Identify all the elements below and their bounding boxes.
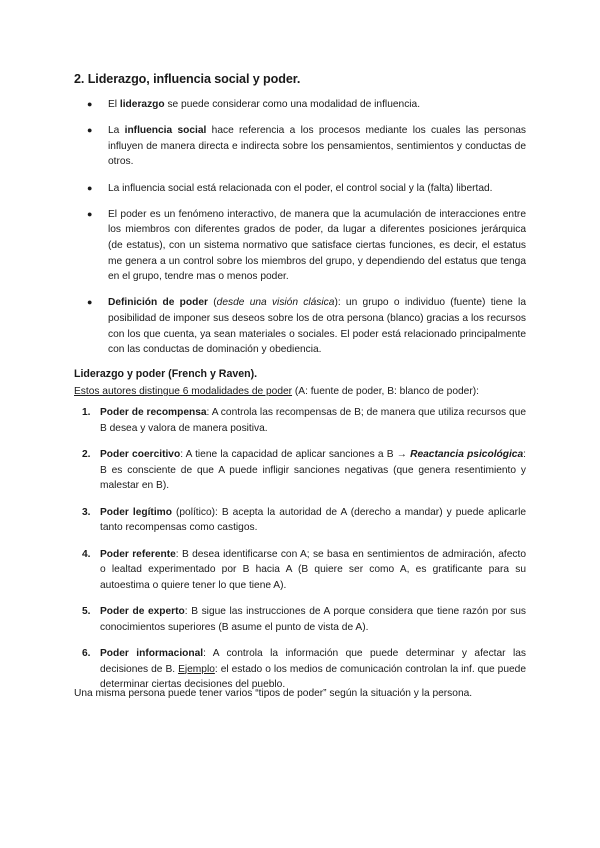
subsection-title: Liderazgo y poder (French y Raven). bbox=[74, 368, 258, 380]
list-item: ● El poder es un fenómeno interactivo, de manera que la acumulación de interacciones entre los miembros con diferentes grados de poder, da lugar a diferentes posiciones jerárquica (de estatus), con un sistema normativo que satisface ciertas funciones, es decir, el estatus me genera a un control sobre los miembros del grupo, y dependiendo del estatus que tenga en el grupo, tendre mas o menos poder. bbox=[87, 208, 526, 283]
list-item: 6. Poder informacional: A controla la información que puede determinar y afectar las decisiones de B. Ejemplo: el estado o los medios de comunicación controlan la inf. que puede determinar ciertas decisiones del pueblo. bbox=[82, 648, 527, 691]
list-item: ● La influencia social hace referencia a los procesos mediante los cuales las personas influyen de manera directa e indirecta sobre los pensamientos, sentimientos y conductas de otros. bbox=[87, 125, 526, 168]
bullet-list bbox=[74, 97, 526, 368]
closing-paragraph: Una misma persona puede tener varios “tipos de poder” según la situación y la persona. bbox=[74, 688, 473, 699]
list-item: 1. Poder de recompensa: A controla las recompensas de B; de manera que utiliza recursos que B desea y valora de manera positiva. bbox=[82, 407, 526, 434]
list-item: 2. Poder coercitivo: A tiene la capacidad de aplicar sanciones a B → Reactancia psicológica: B es consciente de que A puede infligir sanciones negativas (que genera resentimiento y malestar en B). bbox=[82, 448, 526, 492]
list-item: ● La influencia social está relacionada con el poder, el control social y la (falta) libertad. bbox=[74, 181, 526, 197]
list-item: 4. Poder referente: B desea identificarse con A; se basa en sentimientos de admiración, afecto o lealtad experimentado por B hacia A (B quiere ser como A, es gratificante para su autoestima o quiere tener lo que tiene A). bbox=[82, 548, 526, 591]
bullet-icon: ● bbox=[87, 182, 93, 193]
list-item: 3. Poder legítimo (político): B acepta la autoridad de A (derecho a mandar) y puede aplicarle tanto recompensas como castigos. bbox=[82, 506, 527, 534]
bullet-icon: ● bbox=[87, 99, 93, 109]
powers-list bbox=[74, 405, 526, 704]
section-title: 2. Liderazgo, influencia social y poder. bbox=[74, 72, 301, 86]
list-item: ● El liderazgo se puede considerar como una modalidad de influencia. bbox=[74, 97, 526, 113]
bullet-icon: ● bbox=[87, 208, 93, 219]
intro-line: Estos autores distingue 6 modalidades de poder (A: fuente de poder, B: blanco de poder): bbox=[74, 386, 479, 397]
list-item: ● Definición de poder (desde una visión clásica): un grupo o individuo (fuente) tiene la posibilidad de imponer sus deseos sobre los de otra persona (blanco) gracias a los recursos con los que cuenta, ya sean materiales o sociales. El poder está relacionado principalmente con las conductas de dominación y obediencia. bbox=[87, 297, 526, 356]
bullet-icon: ● bbox=[87, 297, 93, 308]
bullet-icon: ● bbox=[87, 125, 93, 136]
list-item: 5. Poder de experto: B sigue las instrucciones de A porque considera que tiene razón por sus conocimientos superiores (B asume el punto de vista de A). bbox=[82, 606, 527, 633]
